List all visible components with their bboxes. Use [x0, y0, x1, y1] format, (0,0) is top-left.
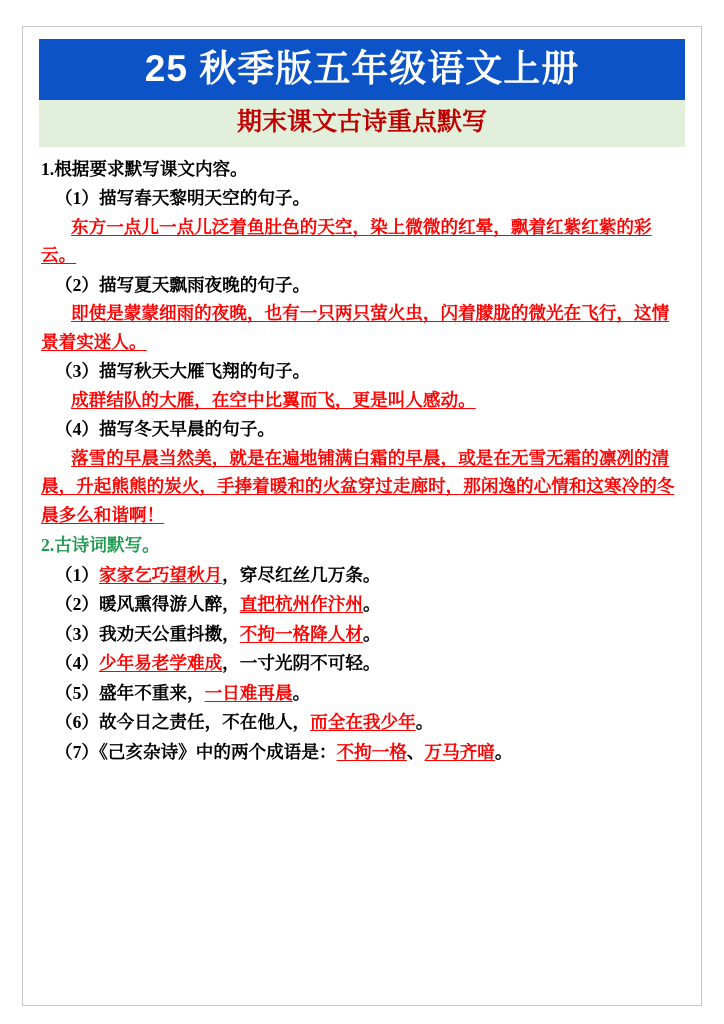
document-body — [39, 147, 685, 767]
section-1-heading: 1.根据要求默写课文内容。 — [41, 158, 248, 179]
poem-line-7 — [41, 738, 683, 767]
poem-line-5 — [41, 679, 683, 708]
poem-post: 。 — [494, 741, 513, 762]
question-1-3-answer — [41, 386, 683, 415]
poem-post: 。 — [292, 682, 311, 703]
poem-number: （5） — [55, 682, 99, 703]
question-1-4-prompt: （4）描写冬天早晨的句子。 — [55, 419, 275, 440]
question-1-3-prompt: （3）描写秋天大雁飞翔的句子。 — [55, 361, 311, 382]
poem-pre: 故今日之责任，不在他人， — [99, 712, 311, 733]
poem-line-3 — [41, 620, 683, 649]
poem-number: （4） — [55, 653, 99, 674]
question-1-1-answer — [41, 213, 683, 270]
poem-pre: 暖风熏得游人醉， — [99, 594, 240, 615]
question-1-1-prompt: （1）描写春天黎明天空的句子。 — [55, 188, 311, 209]
poem-post: 。 — [362, 623, 381, 644]
poem-post: 。 — [362, 594, 381, 615]
poem-answer: 直把杭州作汴州 — [239, 594, 363, 615]
poem-number: （1） — [55, 564, 99, 585]
poem-line-6 — [41, 708, 683, 737]
poem-number: （3） — [55, 623, 99, 644]
question-1-4-answer — [41, 444, 683, 530]
poem-line-2 — [41, 590, 683, 619]
question-1-2-answer — [41, 299, 683, 356]
document-subtitle: 期末课文古诗重点默写 — [39, 100, 685, 147]
poem-post: ，一寸光阴不可轻。 — [222, 653, 381, 674]
poem-post: ，穿尽红丝几万条。 — [222, 564, 381, 585]
poem-pre: 盛年不重来， — [99, 682, 205, 703]
poem-number: （2） — [55, 594, 99, 615]
poem-post: 。 — [415, 712, 434, 733]
answer-underline: 即使是蒙蒙细雨的夜晚，也有一只两只萤火虫，闪着朦胧的微光在飞行，这情景着实迷人。 — [41, 303, 670, 352]
poem-answer-2: 万马齐喑 — [424, 741, 495, 762]
question-1-2-prompt: （2）描写夏天飘雨夜晚的句子。 — [55, 274, 311, 295]
poem-pre: 《己亥杂诗》中的两个成语是： — [99, 741, 337, 762]
answer-underline: 落雪的早晨当然美，就是在遍地铺满白霜的早晨，或是在无雪无霜的凛冽的清晨，升起熊熊的炭火，手捧着暖和的火盆穿过走廊时，那闲逸的心情和这寒冷的冬晨多么和谐啊！ — [41, 447, 675, 525]
document-title: 25 秋季版五年级语文上册 — [39, 39, 685, 100]
poem-answer: 不拘一格 — [336, 741, 407, 762]
poem-pre: 我劝天公重抖擞， — [99, 623, 240, 644]
poem-number: （6） — [55, 712, 99, 733]
poem-mid: 、 — [406, 741, 425, 762]
poem-line-1 — [41, 561, 683, 590]
worksheet-sheet — [22, 26, 702, 1006]
section-2-heading: 2.古诗词默写。 — [41, 535, 160, 556]
poem-answer: 家家乞巧望秋月 — [99, 564, 223, 585]
poem-answer: 而全在我少年 — [310, 712, 416, 733]
poem-answer: 不拘一格降人材 — [239, 623, 363, 644]
poem-number: （7） — [55, 741, 99, 762]
poem-line-4 — [41, 649, 683, 678]
answer-underline: 成群结队的大雁，在空中比翼而飞，更是叫人感动。 — [71, 389, 476, 410]
poem-answer: 一日难再晨 — [204, 682, 293, 703]
poem-answer: 少年易老学难成 — [99, 653, 223, 674]
answer-underline: 东方一点儿一点儿泛着鱼肚色的天空，染上微微的红晕，飘着红紫红紫的彩云。 — [41, 216, 652, 266]
